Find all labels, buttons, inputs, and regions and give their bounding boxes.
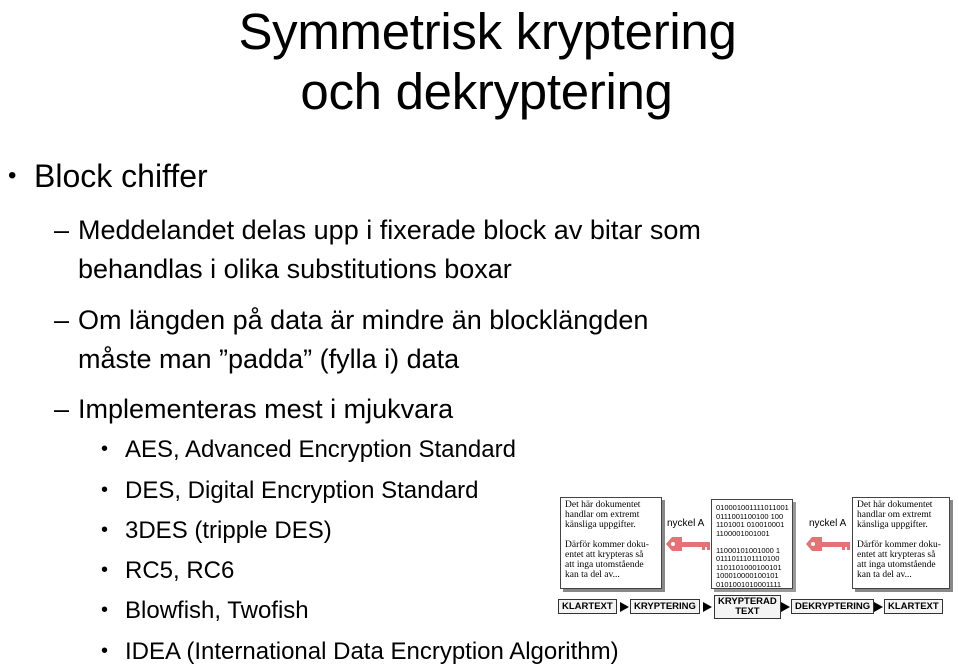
item-des — [101, 476, 479, 506]
dash: – — [54, 305, 70, 335]
arrow-right-icon — [703, 602, 712, 612]
plaintext-document — [560, 497, 662, 589]
sub-text: Meddelandet delas upp i fixerade block av bitar som — [78, 215, 701, 245]
label-klartext-2: KLARTEXT — [884, 599, 943, 614]
arrow-right-icon — [874, 602, 883, 612]
item-3des — [101, 516, 332, 546]
key-icon — [666, 535, 714, 553]
item-text: 3DES (tripple DES) — [125, 517, 332, 544]
bullet-dot: • — [101, 479, 109, 501]
slide-title — [0, 2, 959, 122]
item-blowfish — [101, 596, 309, 626]
bullet-block-chiffer — [8, 158, 208, 194]
bullet-text: Block chiffer — [34, 158, 208, 194]
sub-text: Om längden på data är mindre än blocklängden — [78, 305, 649, 335]
key-label-1: nyckel A — [667, 518, 705, 529]
item-text: Blowfish, Twofish — [125, 597, 309, 624]
sub-bullet-2-cont — [78, 342, 459, 376]
item-text: IDEA (International Data Encryption Algorithm) — [125, 638, 619, 665]
ciphertext-document — [711, 499, 793, 589]
sub-bullet-1 — [54, 213, 701, 247]
sub-text: måste man ”padda” (fylla i) data — [78, 344, 460, 374]
encryption-diagram — [556, 495, 956, 620]
item-idea — [101, 637, 619, 667]
ciphertext-text: 0100010011110110​01 0111001100100 100 1101001 010010001 1100001001001 11000101001000 1 0111011101110100 1101101000100101 100010000100101 0101001010001111 — [716, 503, 789, 589]
label-kryptering: KRYPTERING — [630, 599, 700, 614]
bullet-dot: • — [101, 640, 109, 662]
item-rc5 — [101, 556, 235, 586]
bullet-dot: • — [101, 519, 109, 541]
key-label-2: nyckel A — [809, 518, 847, 529]
title-line-1: Symmetrisk kryptering — [238, 3, 737, 60]
decrypted-document-text: Det här dokumentet handlar om extremt känsliga uppgifter. Därför kommer doku- entet att krypteras så att inga utomstående kan ta del av... — [857, 500, 941, 580]
item-text: RC5, RC6 — [125, 557, 235, 584]
item-text: AES, Advanced Encryption Standard — [125, 436, 516, 463]
plaintext-document-text: Det här dokumentet handlar om extremt känsliga uppgifter. Därför kommer doku- entet att krypteras så att inga utomstående kan ta del av... — [565, 500, 649, 580]
dash: – — [54, 215, 70, 245]
label-dekryptering: DEKRYPTERING — [791, 599, 874, 614]
bullet-dot: • — [101, 599, 109, 621]
label-krypterad-line-1: KRYPTERAD — [718, 596, 777, 607]
title-line-2: och dekryptering — [300, 63, 673, 120]
arrow-right-icon — [620, 602, 629, 612]
sub-bullet-3 — [54, 392, 454, 426]
item-text: DES, Digital Encryption Standard — [125, 477, 479, 504]
sub-bullet-2 — [54, 303, 649, 337]
bullet-dot: • — [101, 559, 109, 581]
label-krypterad-text — [714, 595, 781, 619]
decrypted-document — [852, 497, 950, 589]
arrow-right-icon — [781, 602, 790, 612]
bullet-dot: • — [101, 438, 109, 460]
key-icon — [806, 535, 854, 553]
bullet-dot: • — [8, 162, 17, 189]
item-aes — [101, 435, 516, 465]
sub-bullet-1-cont — [78, 252, 512, 286]
label-klartext-1: KLARTEXT — [558, 599, 617, 614]
dash: – — [54, 394, 70, 424]
sub-text: behandlas i olika substitutions boxar — [78, 254, 512, 284]
label-krypterad-line-2: TEXT — [735, 606, 760, 617]
sub-text: Implementeras mest i mjukvara — [78, 394, 454, 424]
